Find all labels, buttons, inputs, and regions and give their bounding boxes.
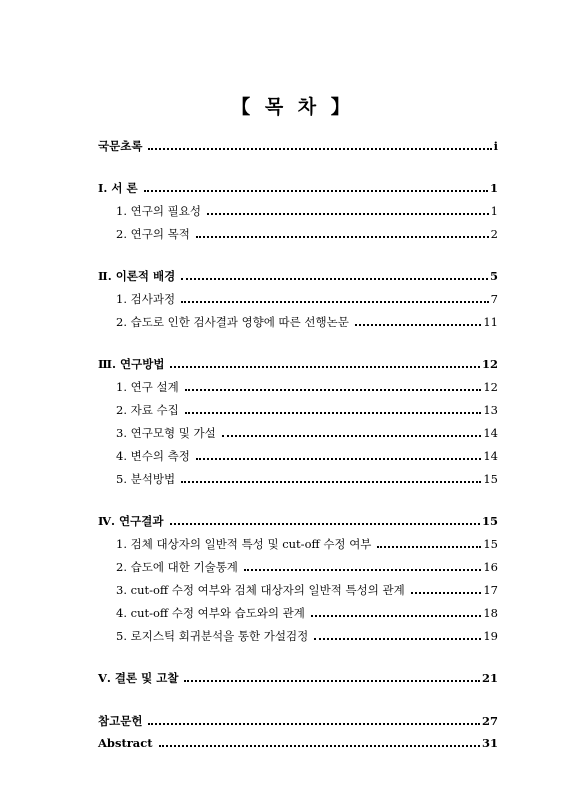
toc-entry-abstract-korean[interactable]	[98, 138, 498, 154]
leader-dots	[196, 236, 489, 238]
leader-dots	[144, 190, 488, 192]
toc-section-3-2[interactable]	[116, 402, 498, 418]
leader-dots	[184, 680, 480, 682]
toc-page-number: 1	[489, 181, 498, 195]
toc-page-number: 16	[483, 560, 498, 574]
toc-page-number: 27	[481, 714, 498, 728]
toc-label: Ⅲ. 연구방법	[98, 357, 165, 371]
toc-label: 4. 변수의 측정	[116, 449, 190, 463]
leader-dots	[411, 592, 482, 594]
toc-label: 1. 검체 대상자의 일반적 특성 및 cut-off 수정 여부	[116, 537, 372, 551]
toc-label: 국문초록	[98, 139, 143, 153]
leader-dots	[222, 435, 482, 437]
leader-dots	[148, 148, 491, 150]
toc-page-number: 31	[481, 736, 498, 750]
toc-page-number: 5	[489, 269, 498, 283]
leader-dots	[311, 615, 481, 617]
leader-dots	[159, 745, 480, 747]
leader-dots	[148, 723, 480, 725]
toc-page-number: 13	[483, 403, 498, 417]
leader-dots	[196, 458, 482, 460]
toc-label: 2. 자료 수집	[116, 403, 179, 417]
toc-page-number: 17	[483, 583, 498, 597]
toc-page-number: i	[493, 139, 498, 153]
toc-label: Ⅰ. 서 론	[98, 181, 138, 195]
toc-section-3-5[interactable]	[116, 471, 498, 487]
leader-dots	[244, 569, 481, 571]
toc-chapter-1[interactable]	[98, 180, 498, 196]
toc-section-4-2[interactable]	[116, 559, 498, 575]
leader-dots	[170, 523, 480, 525]
toc-page-number: 15	[483, 537, 498, 551]
leader-dots	[377, 546, 481, 548]
toc-label: Ⅳ. 연구결과	[98, 514, 164, 528]
leader-dots	[355, 324, 481, 326]
toc-section-4-1[interactable]	[116, 536, 498, 552]
leader-dots	[181, 301, 489, 303]
leader-dots	[185, 412, 482, 414]
toc-label: 4. cut-off 수정 여부와 습도와의 관계	[116, 606, 305, 620]
leader-dots	[185, 389, 482, 391]
toc-entry-references[interactable]	[98, 713, 498, 729]
toc-chapter-5[interactable]	[98, 670, 498, 686]
toc-entry-abstract-english[interactable]	[98, 735, 498, 751]
toc-label: 2. 습도에 대한 기술통계	[116, 560, 238, 574]
toc-label: Abstract	[98, 736, 153, 750]
toc-page-number: 18	[483, 606, 498, 620]
toc-label: 5. 분석방법	[116, 472, 176, 486]
toc-label: 1. 검사과정	[116, 292, 176, 306]
leader-dots	[181, 481, 481, 483]
toc-label: 3. cut-off 수정 여부와 검체 대상자의 일반적 특성의 관계	[116, 583, 405, 597]
leader-dots	[314, 638, 481, 640]
leader-dots	[181, 278, 488, 280]
toc-chapter-3[interactable]	[98, 356, 498, 372]
toc-section-4-5[interactable]	[116, 628, 498, 644]
leader-dots	[207, 213, 489, 215]
toc-section-1-1[interactable]	[116, 203, 498, 219]
toc-label: 3. 연구모형 및 가설	[116, 426, 216, 440]
toc-section-1-2[interactable]	[116, 226, 498, 242]
toc-label: 2. 연구의 목적	[116, 227, 190, 241]
toc-label: 2. 습도로 인한 검사결과 영향에 따른 선행논문	[116, 315, 349, 329]
toc-page-number: 12	[481, 357, 498, 371]
toc-page-number: 15	[483, 472, 498, 486]
toc-page-number: 2	[490, 227, 498, 241]
toc-section-4-3[interactable]	[116, 582, 498, 598]
toc-label: Ⅴ. 결론 및 고찰	[98, 671, 179, 685]
toc-page-number: 11	[483, 315, 498, 329]
toc-page-number: 7	[490, 292, 498, 306]
toc-section-2-2[interactable]	[116, 314, 498, 330]
leader-dots	[170, 366, 480, 368]
toc-chapter-4[interactable]	[98, 513, 498, 529]
toc-page-number: 19	[483, 629, 498, 643]
toc-label: 5. 로지스틱 회귀분석을 통한 가설검정	[116, 629, 309, 643]
toc-page-number: 14	[483, 426, 498, 440]
toc-page-number: 1	[490, 204, 498, 218]
toc-label: 참고문헌	[98, 714, 143, 728]
toc-label: 1. 연구 설계	[116, 380, 179, 394]
toc-label: Ⅱ. 이론적 배경	[98, 269, 176, 283]
toc-section-4-4[interactable]	[116, 605, 498, 621]
toc-page-number: 15	[481, 514, 498, 528]
toc-page-number: 14	[483, 449, 498, 463]
toc-section-3-3[interactable]	[116, 425, 498, 441]
toc-page-number: 12	[483, 380, 498, 394]
toc-label: 1. 연구의 필요성	[116, 204, 201, 218]
toc-chapter-2[interactable]	[98, 268, 498, 284]
toc-section-3-1[interactable]	[116, 379, 498, 395]
toc-page-number: 21	[481, 671, 498, 685]
page-title: 【 목 차 】	[231, 96, 354, 118]
toc-section-3-4[interactable]	[116, 448, 498, 464]
toc-section-2-1[interactable]	[116, 291, 498, 307]
